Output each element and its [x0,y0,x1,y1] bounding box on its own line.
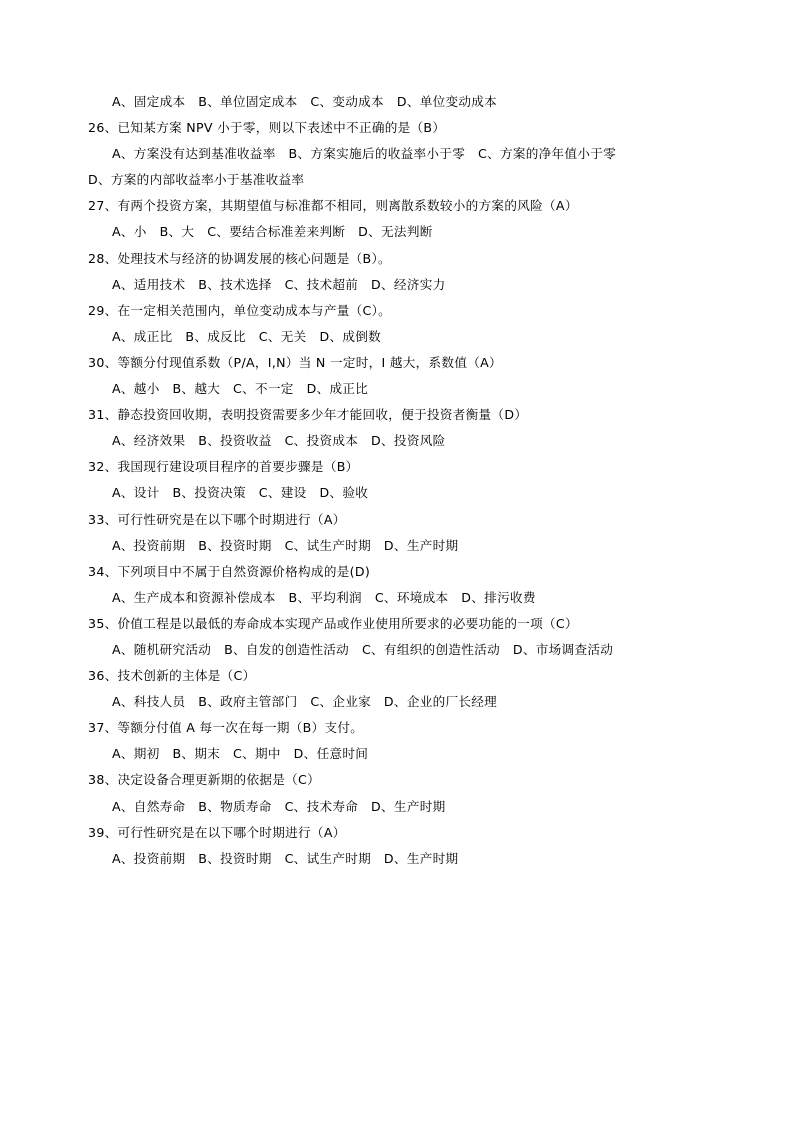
options-30: A、越小 B、越大 C、不一定 D、成正比 [112,381,369,397]
options-26-cont: D、方案的内部收益率小于基准收益率 [88,172,305,188]
options-33: A、投资前期 B、投资时期 C、试生产时期 D、生产时期 [112,537,459,553]
options-37: A、期初 B、期末 C、期中 D、任意时间 [112,746,369,762]
question-27: 27、有两个投资方案，其期望值与标准都不相同，则离散系数较小的方案的风险（A） [88,198,578,214]
options-26: A、方案没有达到基准收益率 B、方案实施后的收益率小于零 C、方案的净年值小于零 [112,146,617,162]
question-32: 32、我国现行建设项目程序的首要步骤是（B） [88,459,359,475]
options-34: A、生产成本和资源补偿成本 B、平均利润 C、环境成本 D、排污收费 [112,589,536,605]
question-37: 37、等额分付值 A 每一次在每一期（B）支付。 [88,720,364,736]
options-27: A、小 B、大 C、要结合标准差来判断 D、无法判断 [112,224,433,240]
question-31: 31、静态投资回收期，表明投资需要多少年才能回收，便于投资者衡量（D） [88,407,528,423]
options-35: A、随机研究活动 B、自发的创造性活动 C、有组织的创造性活动 D、市场调查活动 [112,641,614,657]
document-body [88,96,705,865]
question-29: 29、在一定相关范围内，单位变动成本与产量（C）。 [88,302,392,318]
question-39: 39、可行性研究是在以下哪个时期进行（A） [88,824,346,840]
question-35: 35、价值工程是以最低的寿命成本实现产品或作业使用所要求的必要功能的一项（C） [88,615,578,631]
question-38: 38、决定设备合理更新期的依据是（C） [88,772,321,788]
question-34: 34、下列项目中不属于自然资源价格构成的是(D) [88,563,371,579]
question-33: 33、可行性研究是在以下哪个时期进行（A） [88,511,346,527]
options-36: A、科技人员 B、政府主管部门 C、企业家 D、企业的厂长经理 [112,694,498,710]
question-26: 26、已知某方案 NPV 小于零，则以下表述中不正确的是（B） [88,120,446,136]
question-30: 30、等额分付现值系数（P/A，I,N）当 N 一定时，I 越大，系数值（A） [88,354,502,370]
options-38: A、自然寿命 B、物质寿命 C、技术寿命 D、生产时期 [112,798,446,814]
options-29: A、成正比 B、成反比 C、无关 D、成倒数 [112,328,382,344]
question-28: 28、处理技术与经济的协调发展的核心问题是（B）。 [88,250,391,266]
options-row-25: A、固定成本 B、单位固定成本 C、变动成本 D、单位变动成本 [112,94,498,109]
options-28: A、适用技术 B、技术选择 C、技术超前 D、经济实力 [112,276,446,292]
options-39: A、投资前期 B、投资时期 C、试生产时期 D、生产时期 [112,850,459,866]
question-36: 36、技术创新的主体是（C） [88,668,256,684]
options-31: A、经济效果 B、投资收益 C、投资成本 D、投资风险 [112,433,446,449]
options-32: A、设计 B、投资决策 C、建设 D、验收 [112,485,369,501]
